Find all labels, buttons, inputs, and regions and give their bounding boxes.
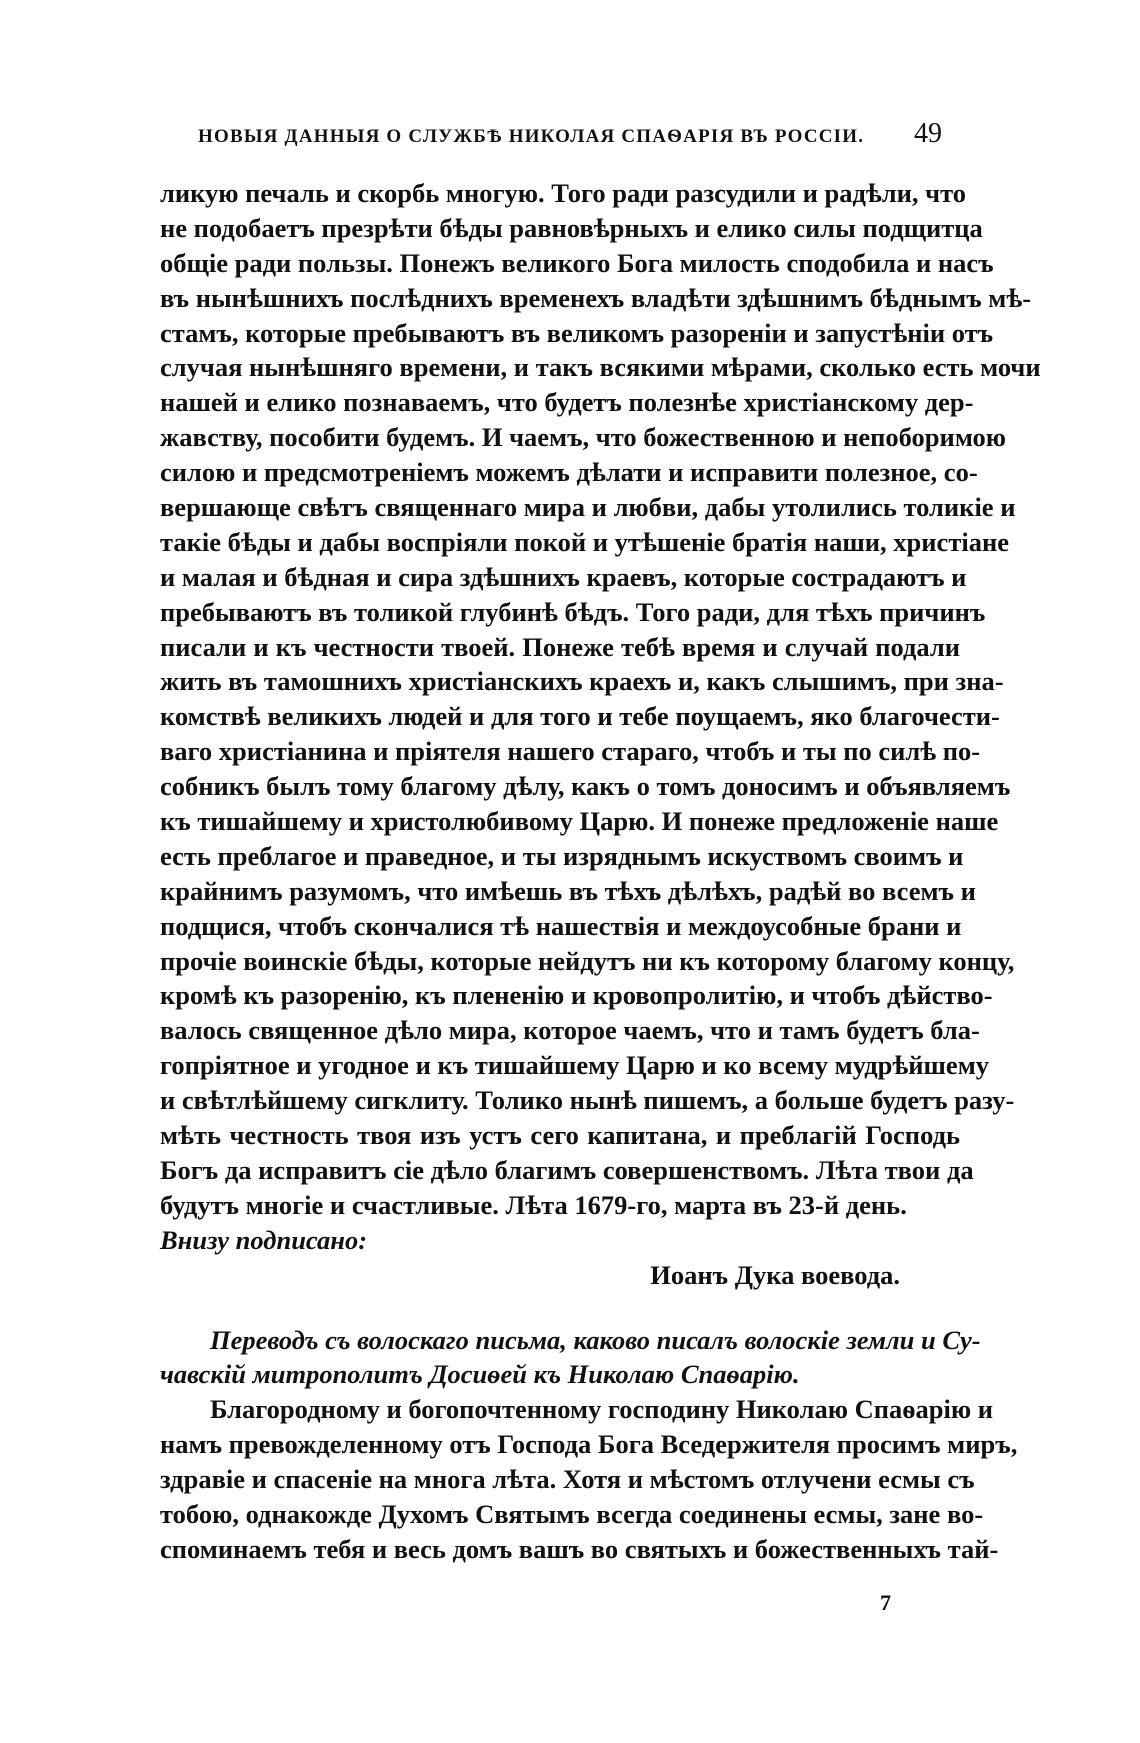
text-line: крайнимъ разумомъ, что имѣешь въ тѣхъ дѣлѣхъ, радѣй во всемъ и — [160, 875, 976, 906]
text-line: вершающе свѣтъ священнаго мира и любви, дабы утолились толикіе и — [160, 492, 1016, 523]
signature-mark: 7 — [880, 1590, 891, 1615]
text-line: ваго христіанина и пріятеля нашего стараго, чтобъ и ты по силѣ по- — [160, 736, 981, 767]
text-line: валось священное дѣло мира, которое чаемъ, что и тамъ будетъ бла- — [160, 1015, 980, 1046]
text-line: пребываютъ въ толикой глубинѣ бѣдъ. Того ради, для тѣхъ причинъ — [160, 596, 986, 627]
text-line: мѣть честность твоя изъ устъ сего капитана, и преблагій Господь — [160, 1120, 960, 1151]
text-line: и малая и бѣдная и сира здѣшнихъ краевъ, которые сострадаютъ и — [160, 561, 967, 592]
text-line: гопріятное и угодное и къ тишайшему Царю и ко всему мудрѣйшему — [160, 1050, 989, 1081]
heading-line: Переводъ съ волоскаго письма, каково писалъ волоскіе земли и Су- — [210, 1324, 981, 1355]
text-line: комствѣ великихъ людей и для того и тебе поущаемъ, яко благочести- — [160, 701, 1000, 732]
second-letter — [160, 1392, 1018, 1566]
text-line: споминаемъ тебя и весь домъ вашъ во святыхъ и божественныхъ тай- — [160, 1533, 999, 1564]
text-line: здравіе и спасеніе на многа лѣта. Хотя и мѣстомъ отлучени есмы съ — [160, 1464, 975, 1495]
text-line: тобою, однакожде Духомъ Святымъ всегда соединены есмы, зане во- — [160, 1498, 984, 1529]
signature: Иоанъ Дука воевода. — [650, 1259, 900, 1290]
running-title: НОВЫЯ ДАННЫЯ О СЛУЖБѢ НИКОЛАЯ СПАѲАРІЯ ВЪ РОССІИ. — [198, 126, 865, 147]
first-letter — [160, 176, 1041, 1223]
text-line: силою и предсмотреніемъ можемъ дѣлати и исправити полезное, со- — [160, 457, 978, 488]
running-header — [198, 126, 960, 148]
text-line: будутъ многіе и счастливые. Лѣта 1679-го, марта въ 23-й день. — [160, 1189, 907, 1220]
text-line: и свѣтлѣйшему сигклиту. Толико нынѣ пишемъ, а больше будетъ разу- — [160, 1085, 1015, 1116]
page-body — [160, 176, 1041, 1567]
text-line: писали и къ честности твоей. Понеже тебѣ время и случай подали — [160, 631, 960, 662]
text-line: собникъ былъ тому благому дѣлу, какъ о томъ доносимъ и объявляемъ — [160, 771, 1011, 802]
text-line: нашей и елико познаваемъ, что будетъ полезнѣе христіанскому дер- — [160, 387, 974, 418]
text-line: ликую печаль и скорбь многую. Того ради разсудили и радѣли, что — [160, 178, 967, 208]
text-line: кромѣ къ разоренію, къ плененію и кровопролитію, и чтобъ дѣйство- — [160, 980, 993, 1011]
text-line: жавству, пособити будемъ. И чаемъ, что божественною и непоборимою — [160, 422, 1007, 453]
page-number: 49 — [914, 118, 942, 149]
text-line: есть преблагое и праведное, и ты изряднымъ искуствомъ своимъ и — [160, 840, 964, 871]
text-line: къ тишайшему и христолюбивому Царю. И понеже предложеніе наше — [160, 806, 999, 837]
text-line: прочіе воинскіе бѣды, которые нейдутъ ни къ которому благому концу, — [160, 945, 1015, 976]
text-line: намъ превожделенному отъ Господа Бога Вседержителя просимъ миръ, — [160, 1429, 1018, 1460]
text-line: подщися, чтобъ скончалися тѣ нашествія и междоусобные брани и — [160, 910, 962, 941]
text-line: не подобаетъ презрѣти бѣды равновѣрныхъ и елико силы подщитца — [160, 212, 983, 243]
text-line: въ нынѣшнихъ послѣднихъ временехъ владѣти здѣшнимъ бѣднымъ мѣ- — [160, 282, 1032, 313]
text-line: Благородному и богопочтенному господину Николаю Спаѳарію и — [210, 1394, 993, 1425]
text-line: стамъ, которые пребываютъ въ великомъ разореніи и запустѣніи отъ — [160, 317, 994, 348]
text-line: случая нынѣшняго времени, и такъ всякими мѣрами, сколько есть мочи — [160, 352, 1041, 383]
text-line: жить въ тамошнихъ христіанскихъ краехъ и, какъ слышимъ, при зна- — [160, 666, 1004, 697]
signature-note: Внизу подписано: — [160, 1224, 368, 1255]
text-line: общіе ради пользы. Понежъ великого Бога милость сподобила и насъ — [160, 247, 994, 278]
heading-line: чавскій митрополитъ Досиѳей къ Николаю Спаѳарію. — [160, 1359, 800, 1390]
section-spacer — [160, 1293, 960, 1323]
text-line: такіе бѣды и дабы воспріяли покой и утѣшеніе братія наши, христіане — [160, 526, 1009, 557]
translation-heading — [160, 1323, 981, 1393]
text-line: Богъ да исправитъ сіе дѣло благимъ совершенствомъ. Лѣта твои да — [160, 1154, 974, 1185]
